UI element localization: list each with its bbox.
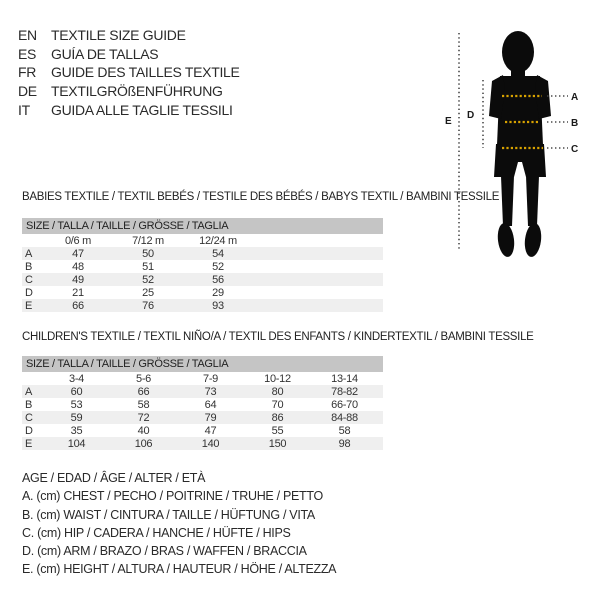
table-row [22,286,383,299]
cell-value: 106 [134,437,153,450]
table-row [22,260,383,273]
language-title: GUIDE DES TAILLES TEXTILE [51,64,240,81]
language-code: FR [18,64,37,81]
cell-value: 48 [72,260,84,273]
cell-value: 64 [204,398,217,411]
language-title: GUÍA DE TALLAS [51,45,159,62]
children-section-title: CHILDREN'S TEXTILE / TEXTIL NIÑO/A / TEXTIL DES ENFANTS / KINDERTEXTIL / BAMBINI TESSILE [22,331,534,343]
table-row [22,398,383,411]
language-row [18,100,240,119]
cell-value: 73 [204,385,217,398]
cell-value: 70 [271,398,284,411]
language-row [18,26,240,45]
babies-table [22,234,383,312]
language-list [18,26,240,119]
cell-value: 66 [137,385,150,398]
row-label: A [25,247,33,260]
table-row [22,273,383,286]
table-row [22,411,383,424]
row-label: D [25,424,33,437]
measurement-legend [22,471,336,581]
cell-value: 78-82 [331,385,358,398]
column-header: 10-12 [264,372,291,385]
table-row [22,299,383,312]
column-header: 12/24 m [199,234,237,247]
cell-value: 140 [201,437,220,450]
cell-value: 84-88 [331,411,358,424]
babies-size-header-bar: SIZE / TALLA / TAILLE / GRÖSSE / TAGLIA [22,218,383,234]
table-row [22,437,383,450]
language-code: DE [18,83,37,100]
silhouette-right-foot [523,222,543,258]
row-label: E [25,437,33,450]
row-label: A [25,385,33,398]
cell-value: 55 [271,424,284,437]
legend-line: B. (cm) WAIST / CINTURA / TAILLE / HÜFTUNG / VITA [22,507,315,522]
silhouette-head [502,31,534,73]
row-label: E [25,299,33,312]
cell-value: 58 [137,398,150,411]
table-subheader-row [22,372,383,385]
label-d: D [467,110,475,121]
cell-value: 29 [212,286,224,299]
row-label: B [25,260,33,273]
cell-value: 66 [72,299,84,312]
legend-line: C. (cm) HIP / CADERA / HANCHE / HÜFTE / HIPS [22,525,291,540]
language-code: EN [18,27,37,44]
cell-value: 52 [142,273,154,286]
label-b: B [571,118,579,129]
column-header: 3-4 [69,372,84,385]
cell-value: 56 [212,273,224,286]
cell-value: 47 [204,424,217,437]
cell-value: 21 [72,286,84,299]
table-subheader-row [22,234,383,247]
row-label: C [25,273,33,286]
column-header: 5-6 [136,372,151,385]
language-code: ES [18,45,37,62]
cell-value: 54 [212,247,224,260]
silhouette-left-leg [501,176,514,226]
silhouette-right-leg [526,176,539,226]
language-title: GUIDA ALLE TAGLIE TESSILI [51,101,233,118]
cell-value: 59 [70,411,83,424]
cell-value: 53 [70,398,83,411]
legend-line: E. (cm) HEIGHT / ALTURA / HAUTEUR / HÖHE / ALTEZZA [22,562,337,577]
cell-value: 104 [67,437,86,450]
cell-value: 60 [70,385,83,398]
cell-value: 79 [204,411,217,424]
column-header: 0/6 m [64,234,91,247]
cell-value: 86 [271,411,284,424]
row-label: B [25,398,33,411]
label-e: E [445,116,452,127]
silhouette-left-foot [496,222,516,258]
cell-value: 98 [338,437,351,450]
label-c: C [571,144,579,155]
table-row [22,385,383,398]
language-code: IT [18,101,30,118]
row-label: C [25,411,33,424]
language-row [18,45,240,64]
label-a: A [571,92,579,103]
children-table [22,372,383,450]
column-header: 13-14 [331,372,358,385]
column-header: 7-9 [203,372,218,385]
cell-value: 25 [142,286,154,299]
legend-line: D. (cm) ARM / BRAZO / BRAS / WAFFEN / BRACCIA [22,544,307,559]
silhouette-neck [511,67,525,76]
cell-value: 49 [72,273,84,286]
column-header: 7/12 m [132,234,164,247]
legend-line: A. (cm) CHEST / PECHO / POITRINE / TRUHE / PETTO [22,489,323,504]
cell-value: 47 [72,247,84,260]
cell-value: 52 [212,260,224,273]
legend-line: AGE / EDAD / ÂGE / ALTER / ETÀ [22,471,206,485]
language-title: TEXTILE SIZE GUIDE [51,27,186,44]
cell-value: 51 [142,260,154,273]
language-title: TEXTILGRÖßENFÜHRUNG [51,83,223,100]
child-silhouette [489,31,551,258]
cell-value: 35 [70,424,83,437]
language-row [18,82,240,101]
cell-value: 66-70 [331,398,358,411]
babies-section-title: BABIES TEXTILE / TEXTIL BEBÉS / TESTILE DES BÉBÉS / BABYS TEXTIL / BAMBINI TESSILE [22,191,500,203]
table-row [22,424,383,437]
children-size-header-bar: SIZE / TALLA / TAILLE / GRÖSSE / TAGLIA [22,356,383,372]
cell-value: 76 [142,299,154,312]
table-row [22,247,383,260]
language-row [18,63,240,82]
cell-value: 40 [137,424,150,437]
cell-value: 93 [212,299,224,312]
row-label: D [25,286,33,299]
cell-value: 58 [338,424,351,437]
cell-value: 150 [268,437,287,450]
cell-value: 80 [271,385,284,398]
cell-value: 50 [142,247,154,260]
child-measurement-diagram [440,25,590,265]
cell-value: 72 [137,411,150,424]
